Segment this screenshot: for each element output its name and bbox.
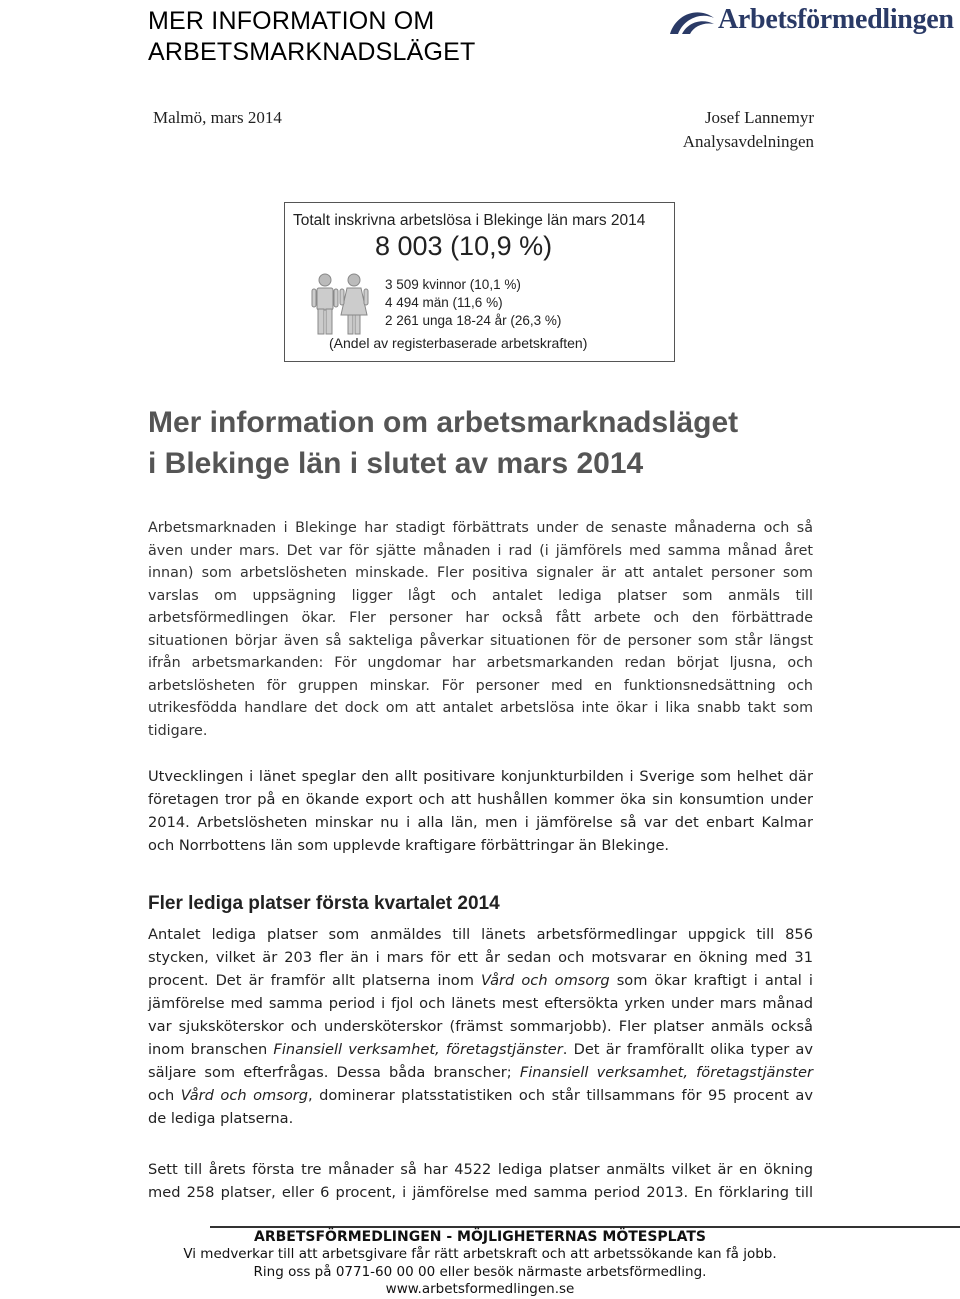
- text-span: procent. Det är framför allt platserna inom: [148, 972, 482, 989]
- text-span: , dominerar platsstatistiken och står tillsammans för 95 procent av: [308, 1087, 813, 1104]
- paragraph-labour-market: [148, 517, 813, 742]
- text-line: arbetslösheten för gruppen minskar. För personer med en funktionsnedsättning och: [148, 677, 813, 694]
- author-name: Josef Lannemyr: [704, 108, 814, 127]
- summary-total: 8 003 (10,9 %): [375, 231, 553, 261]
- document-title: [148, 6, 618, 68]
- text-line: [148, 1061, 813, 1084]
- summary-young: 2 261 unga 18-24 år (26,3 %): [385, 313, 562, 328]
- text-span: som ökar kraftigt i antal i: [609, 972, 813, 989]
- italic-text: Vård och omsorg: [481, 972, 610, 989]
- arbetsformedlingen-logo: [668, 4, 954, 44]
- text-span: och: [148, 1087, 181, 1104]
- paragraph-national-trend: [148, 765, 813, 857]
- text-line: situationen börjar även så sakteliga påverkar situationen för de personer som står längst: [148, 632, 813, 649]
- text-line: Utvecklingen i länet speglar den allt positivare konjunkturbilden i Sverige som helhet där: [148, 768, 813, 785]
- text-line: stycken, vilket är 203 fler än i mars för ett år sedan och motsvarar en ökning med 31: [148, 949, 813, 966]
- summary-men: 4 494 män (11,6 %): [385, 295, 503, 310]
- text-line: [148, 1084, 813, 1107]
- text-line: utrikesfödda handlare det dock om att antalet arbetslösa inte ökar i lika snabb takt som: [148, 700, 813, 716]
- summary-women: 3 509 kvinnor (10,1 %): [385, 277, 521, 292]
- footer-url[interactable]: www.arbetsformedlingen.se: [385, 1281, 575, 1297]
- footer-line-1: Vi medverkar till att arbetsgivare får rätt arbetskraft och att arbetssökande kan få jobb.: [183, 1246, 777, 1262]
- text-span: inom branschen: [148, 1041, 274, 1058]
- text-line: 2014. Arbetslösheten minskar nu i alla län, men i jämförelse så var det enbart Kalmar: [148, 814, 813, 831]
- italic-text: Finansiell verksamhet, företagstjänster: [273, 1041, 563, 1058]
- text-line: [148, 1038, 813, 1061]
- paragraph-vacancies: [148, 923, 813, 1130]
- text-line: varslas om uppsägning ligger lågt och antalet lediga platser som anmäls till: [148, 587, 813, 604]
- text-line: Arbetsmarknaden i Blekinge har stadigt förbättrats under de senaste månaderna och så: [148, 520, 813, 536]
- summary-title: Totalt inskrivna arbetslösa i Blekinge län mars 2014: [293, 212, 646, 229]
- man-figure-icon: [311, 273, 339, 335]
- text-line: med 258 platser, eller 6 procent, i jämförelse med samma period 2013. En förklaring till: [148, 1184, 813, 1201]
- arbetsformedlingen-logo-icon: [668, 8, 716, 36]
- main-heading: [148, 402, 738, 484]
- text-line: jämförelse med samma period i fjol och länets mest eftersökta yrken under mars månad: [148, 995, 813, 1012]
- text-line: de lediga platserna.: [148, 1110, 294, 1127]
- paragraph-quarter-vacancies: [148, 1158, 813, 1204]
- italic-text: Finansiell verksamhet, företagstjänster: [519, 1064, 813, 1081]
- text-line: [148, 969, 813, 992]
- text-line: företagen tror på en ökande export och att hushållen kommer öka sin konsumtion under: [148, 791, 813, 808]
- title-line-2: ARBETSMARKNADSLÄGET: [148, 38, 476, 66]
- italic-text: Vård och omsorg: [180, 1087, 309, 1104]
- text-line: Sett till årets första tre månader så har 4522 lediga platser anmälts vilket är en ökning: [148, 1161, 813, 1178]
- section-heading-vacancies: Fler lediga platser första kvartalet 2014: [148, 893, 500, 914]
- logo-wordmark: Arbetsförmedlingen: [718, 4, 954, 35]
- main-heading-line-1: Mer information om arbetsmarknadsläget: [148, 406, 739, 439]
- text-line: innan) som arbetslösheten minskade. Fler positiva signaler är att antalet personer som: [148, 565, 813, 581]
- text-line: var sjuksköterskor och undersköterskor (främst sommarjobb). Fler platser anmäls också: [148, 1018, 813, 1035]
- title-line-1: MER INFORMATION OM: [148, 7, 435, 35]
- woman-figure-icon: [339, 273, 369, 335]
- main-heading-line-2: i Blekinge län i slutet av mars 2014: [148, 447, 644, 480]
- summary-note: (Andel av registerbaserade arbetskraften): [329, 335, 588, 351]
- text-line: och Norrbottens län som upplevde kraftigare förbättringar än Blekinge.: [148, 837, 670, 854]
- unemployment-summary-box: [284, 202, 675, 362]
- text-line: Antalet lediga platser som anmäldes till länets arbetsförmedlingar uppgick till 856: [148, 926, 813, 943]
- text-line: ifrån arbetsmarkanden: För ungdomar har arbetsmarkanden redan börjat ljusna, och: [148, 655, 813, 671]
- text-line: även under mars. Det var för sjätte månaden i rad (i jämförels med samma månad året: [148, 542, 813, 559]
- text-line: arbetsförmedlingen ökar. Fler personer har också fått arbete och den förbättrade: [148, 610, 813, 626]
- text-span: säljare som efterfrågas. Dessa båda branscher;: [148, 1064, 520, 1081]
- author-department: Analysavdelningen: [682, 132, 814, 151]
- footer-divider: [210, 1226, 960, 1228]
- place-date: Malmö, mars 2014: [153, 108, 282, 127]
- text-span: . Det är framförallt olika typer av: [562, 1041, 813, 1058]
- footer-line-2: Ring oss på 0771-60 00 00 eller besök närmaste arbetsförmedling.: [253, 1264, 707, 1280]
- footer-slogan: ARBETSFÖRMEDLINGEN - MÖJLIGHETERNAS MÖTESPLATS: [254, 1229, 706, 1245]
- text-line: tidigare.: [148, 722, 208, 739]
